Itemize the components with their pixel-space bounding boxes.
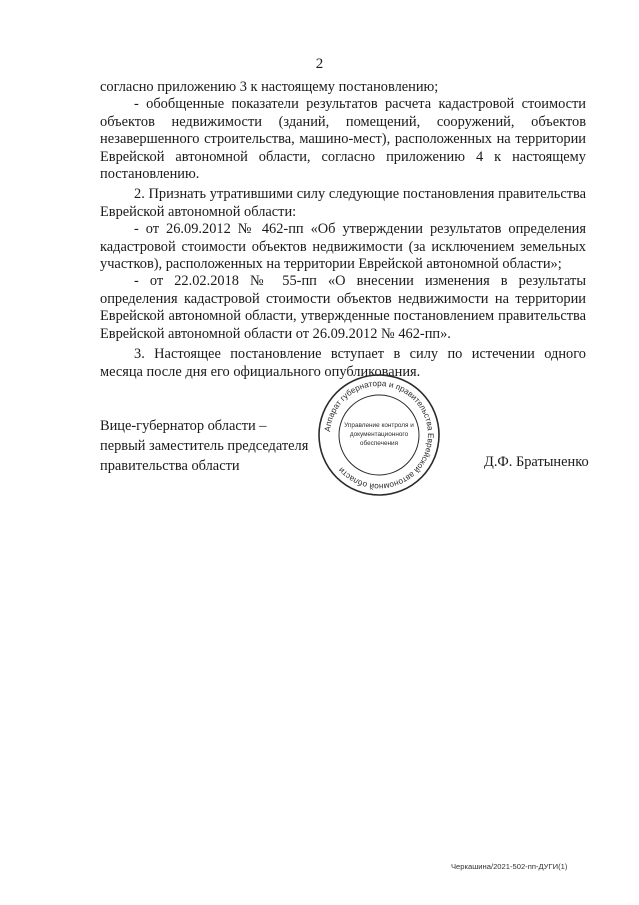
seal-center-text: документационного: [349, 431, 409, 438]
document-body: [100, 79, 586, 381]
document-code: Черкашина/2021-502-пп-ДУГИ(1): [451, 862, 568, 871]
paragraph: 2. Признать утратившими силу следующие постановления правительства Еврейской автономной области:: [100, 186, 586, 220]
signer-position: [100, 416, 308, 476]
official-seal: [316, 372, 442, 498]
paragraph: согласно приложению 3 к настоящему постановлению;: [100, 79, 439, 95]
signer-name: Д.Ф. Братыненко: [484, 454, 589, 470]
signer-position-line: первый заместитель председателя: [100, 438, 309, 454]
paragraph: - обобщенные показатели результатов расчета кадастровой стоимости объектов недвижимости (зданий, помещений, сооружений, объектов незавершенного строительства, машино-мест), расположенных на территории Еврейской автономной области, согласно приложению 4 к настоящему постановлению.: [100, 96, 586, 183]
signer-position-line: правительства области: [100, 458, 240, 474]
seal-center-text: Управление контроля и: [344, 422, 414, 429]
paragraph: - от 22.02.2018 № 55-пп «О внесении изменения в результаты определения кадастровой стоимости объектов недвижимости на территории Еврейской автономной области, утвержденные постановлением правительства Еврейской автономной области от 26.09.2012 № 462-пп».: [100, 273, 586, 342]
seal-center-text: обеспечения: [359, 440, 399, 447]
page-number: 2: [315, 56, 324, 72]
paragraph: - от 26.09.2012 № 462-пп «Об утверждении результатов определения кадастровой стоимости объектов недвижимости (за исключением земельных участков), расположенных на территории Еврейской автономной области»;: [100, 221, 586, 273]
paragraph: 3. Настоящее постановление вступает в силу по истечении одного месяца после дня его официального опубликования.: [100, 346, 586, 380]
seal-ring-text: Аппарат губернатора и правительства Еврейской автономной области: [323, 378, 436, 492]
signer-position-line: Вице-губернатор области –: [100, 418, 267, 434]
